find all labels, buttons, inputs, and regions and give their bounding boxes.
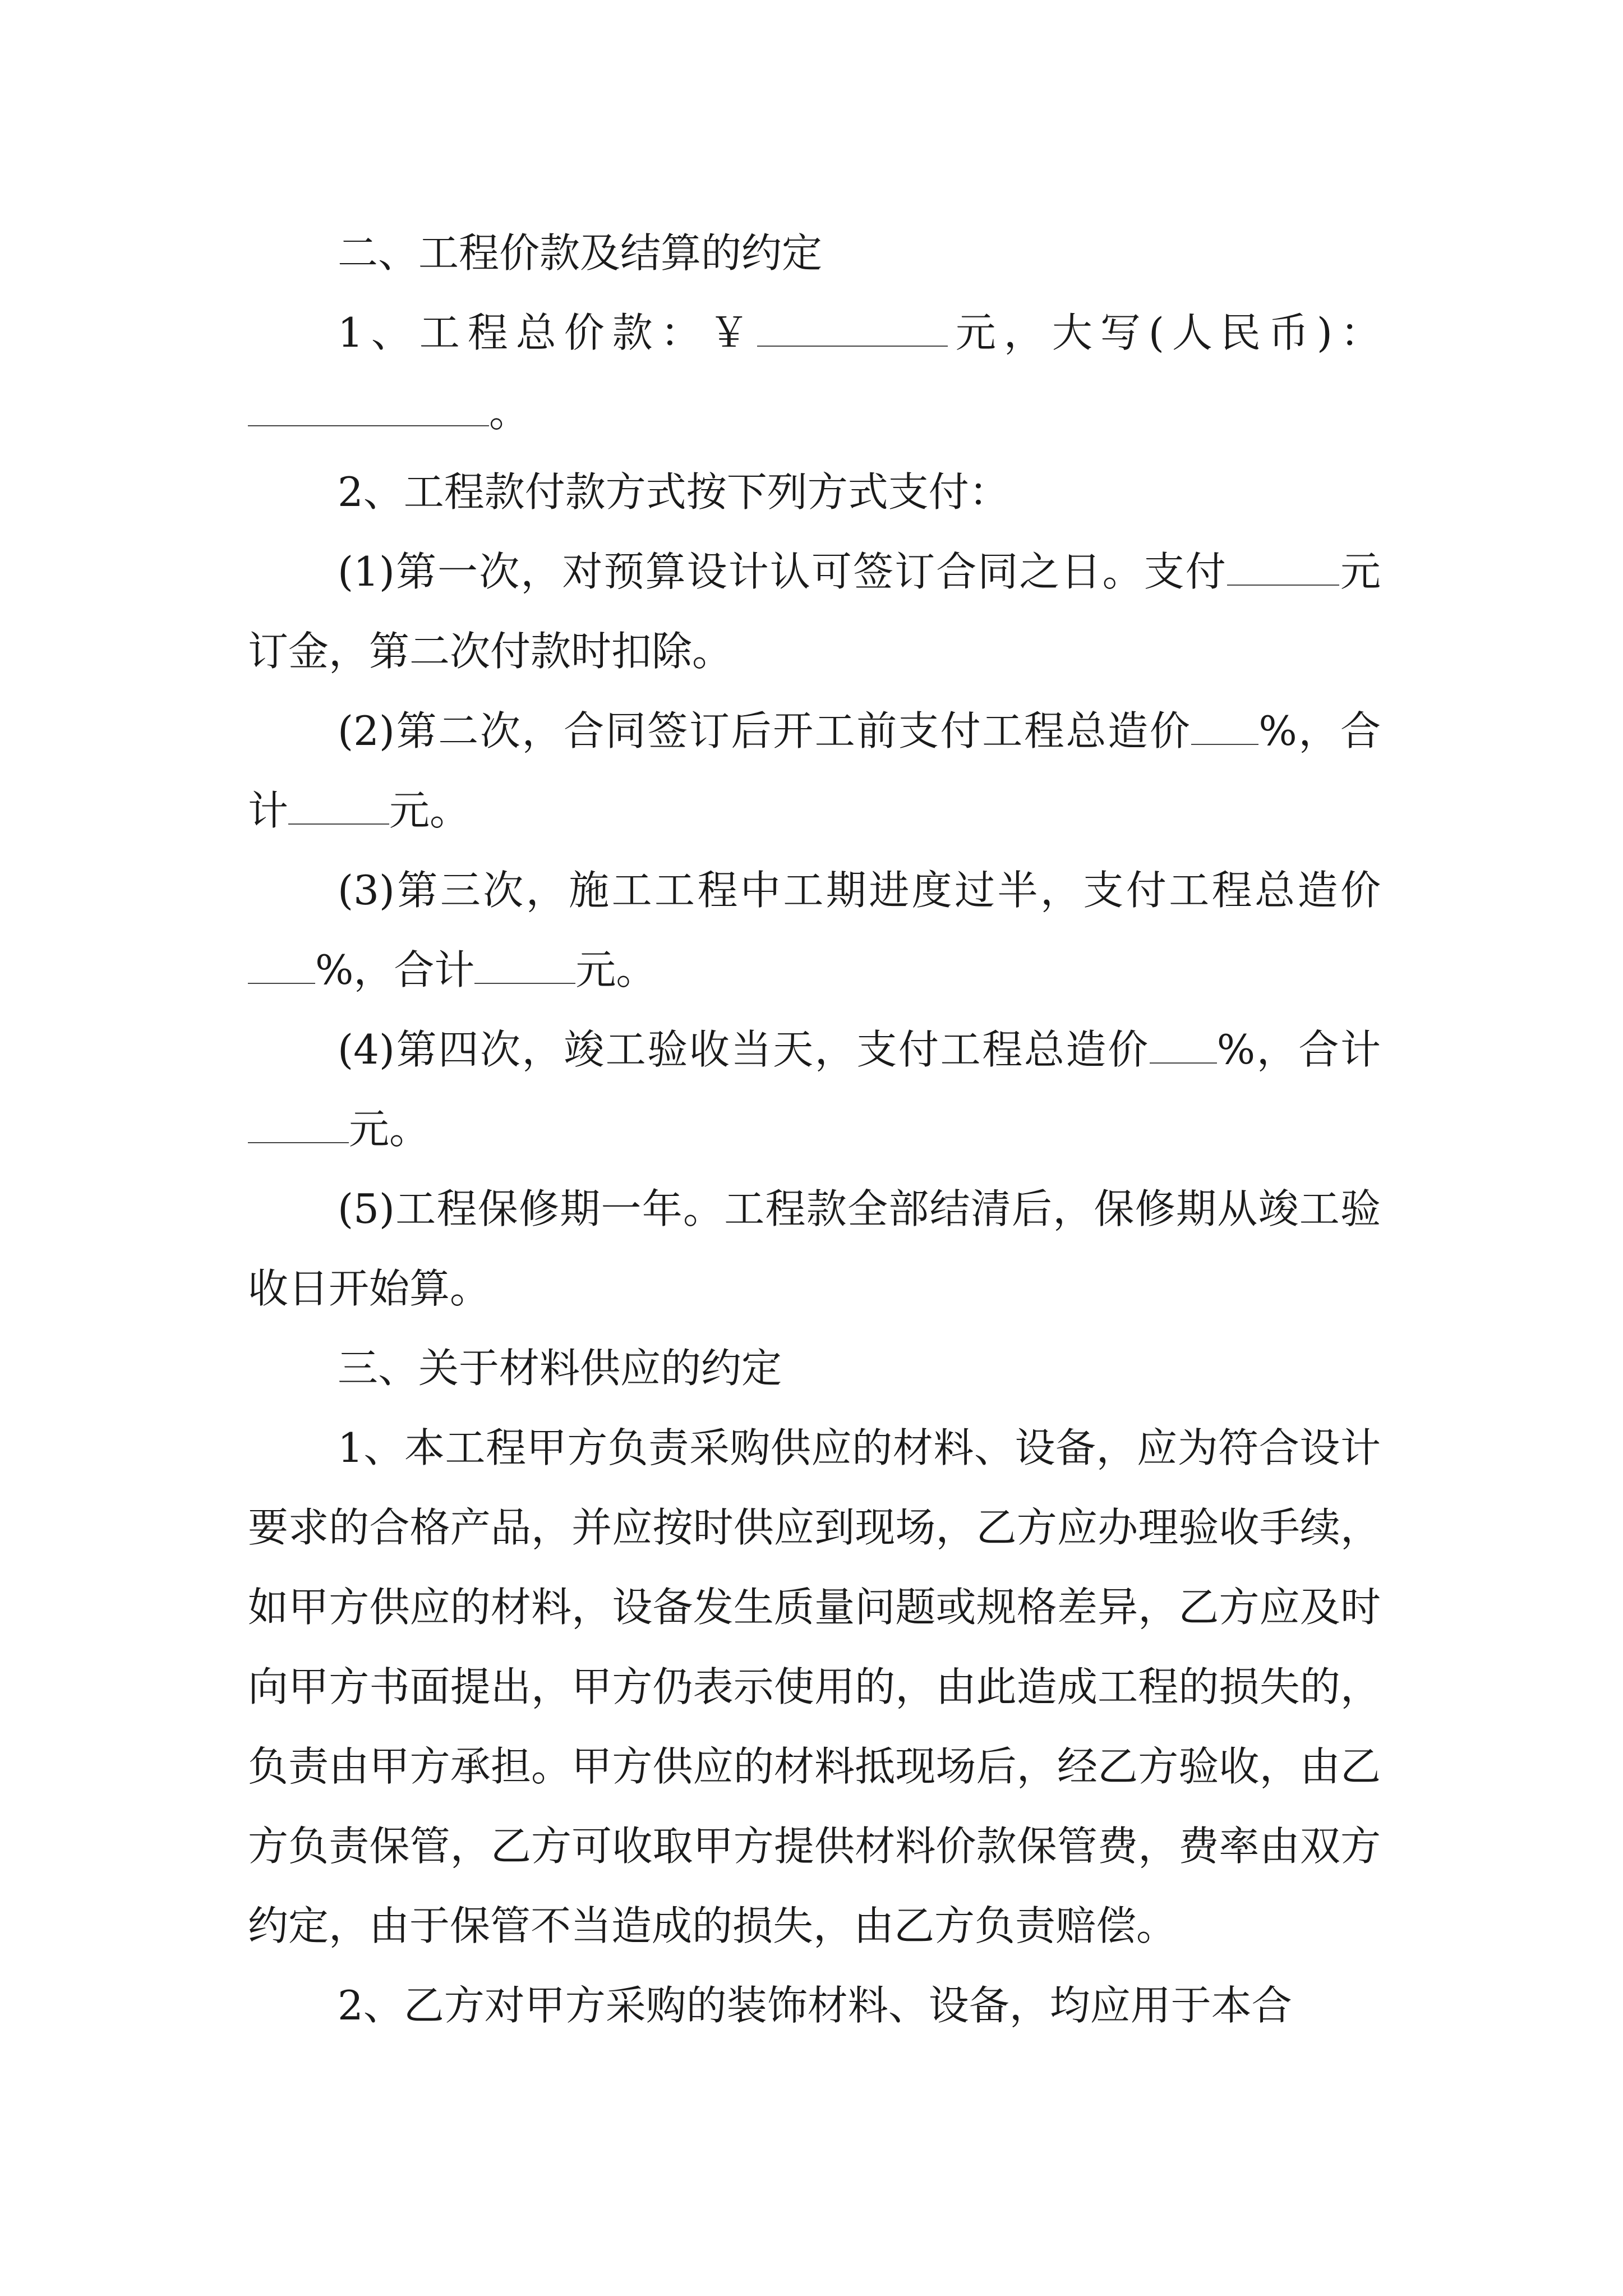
blank-percent (248, 946, 315, 984)
section-heading-materials: 三、关于材料供应的约定 (338, 1345, 782, 1392)
clause-payment-method: 2、工程款付款方式按下列方式支付： (338, 468, 1009, 516)
clause-total-price: 1、工程总价款：￥ 元，大写(人民币)：。 (248, 293, 1381, 452)
payment-step-1: (1)第一次，对预算设计认可签订合同之日。支付 元订金，第二次付款时扣除。 (248, 548, 1381, 675)
blank-amount (288, 787, 389, 825)
blank-percent (1191, 707, 1258, 745)
payment-step-4: (4)第四次，竣工验收当天，支付工程总造价 %，合计元。 (248, 1010, 1381, 1169)
section-heading-price: 二、工程价款及结算的约定 (338, 229, 823, 277)
blank-amount-in-words (248, 389, 489, 426)
payment-step-3: (3)第三次，施工工程中工期进度过半，支付工程总造价%，合计 元。 (248, 850, 1381, 1010)
payment-step-2: (2)第二次，合同签订后开工前支付工程总造价 %，合计 元。 (248, 707, 1381, 834)
blank-percent (1150, 1026, 1217, 1064)
document-body (248, 213, 1381, 2045)
blank-deposit (1227, 548, 1339, 586)
blank-amount (474, 946, 575, 984)
payment-step-5: (5)工程保修期一年。工程款全部结清后，保修期从竣工验收日开始算。 (248, 1185, 1381, 1312)
blank-total-amount (757, 309, 948, 347)
blank-amount (248, 1106, 349, 1143)
materials-clause-1: 1、本工程甲方负责采购供应的材料、设备，应为符合设计要求的合格产品，并应按时供应到现场，乙方应办理验收手续，如甲方供应的材料，设备发生质量问题或规格差异，乙方应及时向甲方书面提出，甲方仍表示使用的，由此造成工程的损失的，负责由甲方承担。甲方供应的材料抵现场后，经乙方验收，由乙方负责保管，乙方可收取甲方提供材料价款保管费，费率由双方约定，由于保管不当造成的损失，由乙方负责赔偿。 (248, 1424, 1381, 1949)
materials-clause-2: 2、乙方对甲方采购的装饰材料、设备，均应用于本合 (338, 1982, 1292, 2029)
